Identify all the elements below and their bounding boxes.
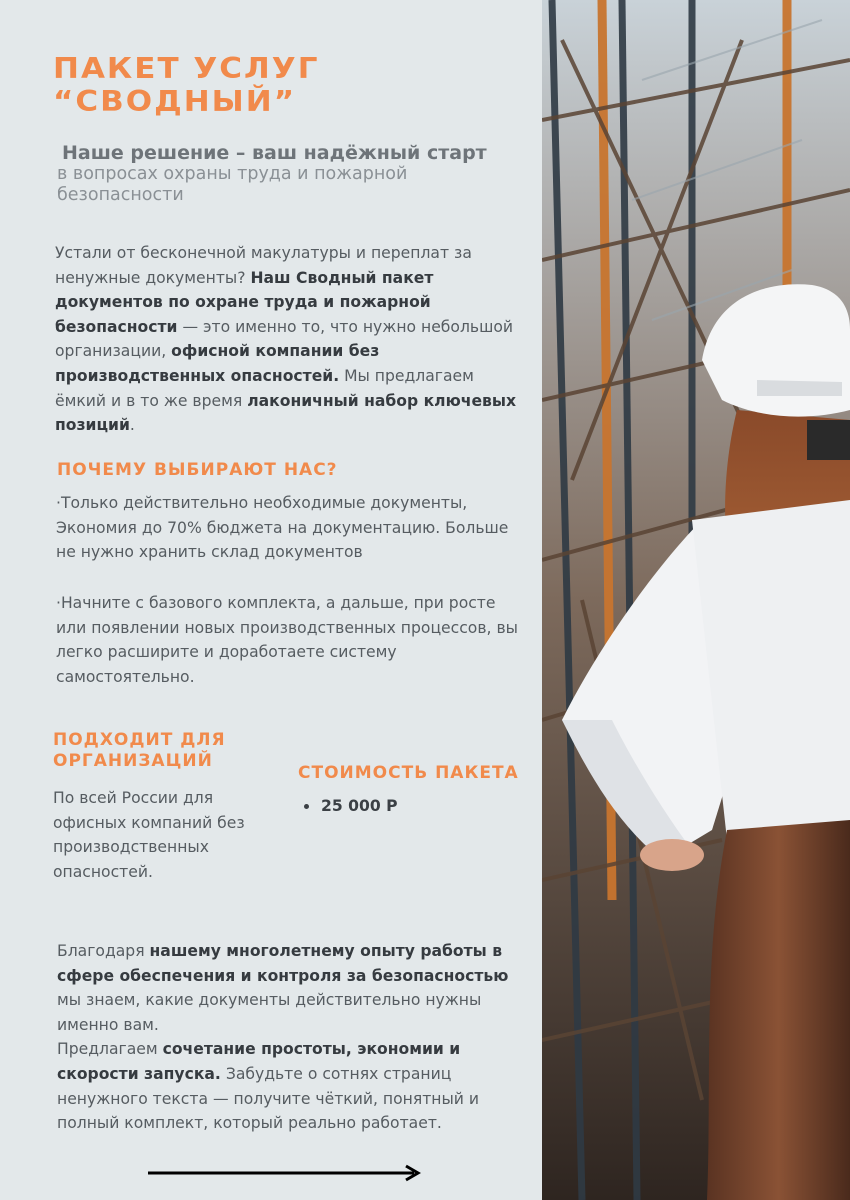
bullet-icon [304,804,309,809]
intro-bold-1: Наш Сводный пакет документов по охране труда и пожарной безопасности [55,268,434,336]
price-item [300,797,398,815]
page-title [53,52,319,118]
closing-text-2: мы знаем, какие документы действительно нужны именно вам. [57,991,482,1034]
closing-text-3: Предлагаем [57,1040,163,1059]
subtitle-strong: Наше решение – ваш надёжный старт [62,142,487,164]
why-heading: ПОЧЕМУ ВЫБИРАЮТ НАС? [57,460,338,480]
cost-heading: СТОИМОСТЬ ПАКЕТА [298,763,519,783]
intro-bold-3: лаконичный набор ключевых позиций [55,391,517,435]
fit-heading-text: ПОДХОДИТ ДЛЯ ОРГАНИЗАЦИЙ [53,730,226,771]
hero-photo [542,0,850,1200]
intro-text-2: — это именно то, что нужно небольшой организации, [55,317,514,361]
intro-text-4: . [129,416,135,435]
closing-text-4: Забудьте о сотнях страниц ненужного текста — получите чёткий, понятный и полный комплект, который реально работает. [57,1064,480,1133]
closing-bold-1: нашему многолетнему опыту работы в сфере обеспечения и контроля за безопасностью [57,942,509,985]
intro-text-1: Устали от бесконечной макулатуры и переплат за ненужные документы? [55,244,472,287]
right-arrow-icon [148,1164,424,1182]
intro-paragraph [55,241,525,438]
intro-bold-2: офисной компании без производственных опасностей. [55,342,380,385]
intro-text-3: Мы предлагаем ёмкий и в то же время [55,366,474,410]
price-list [300,797,398,815]
fit-text: По всей России для офисных компаний без производственных опасностей. [53,789,245,881]
subtitle-light: в вопросах охраны труда и пожарной безопасности [57,164,408,205]
closing-paragraph [57,939,522,1136]
fit-heading [53,730,243,772]
title-line-2: “СВОДНЫЙ” [53,85,297,119]
price-value: 25 000 Р [321,797,398,815]
title-line-1: ПАКЕТ УСЛУГ [53,52,320,86]
industrial-scene-illustration [542,0,850,1200]
closing-text-1: Благодаря [57,942,150,960]
closing-bold-2: сочетание простоты, экономии и скорости запуска. [57,1040,461,1083]
subtitle [57,142,527,206]
why-item-1: ·Только действительно необходимые документы, Экономия до 70% бюджета на документацию. Больше не нужно хранить склад документов [56,494,509,562]
why-item-2: ·Начните с базового комплекта, а дальше, при росте или появлении новых производственных процессов, вы легко расширите и доработаете систему самостоятельно. [56,594,518,686]
